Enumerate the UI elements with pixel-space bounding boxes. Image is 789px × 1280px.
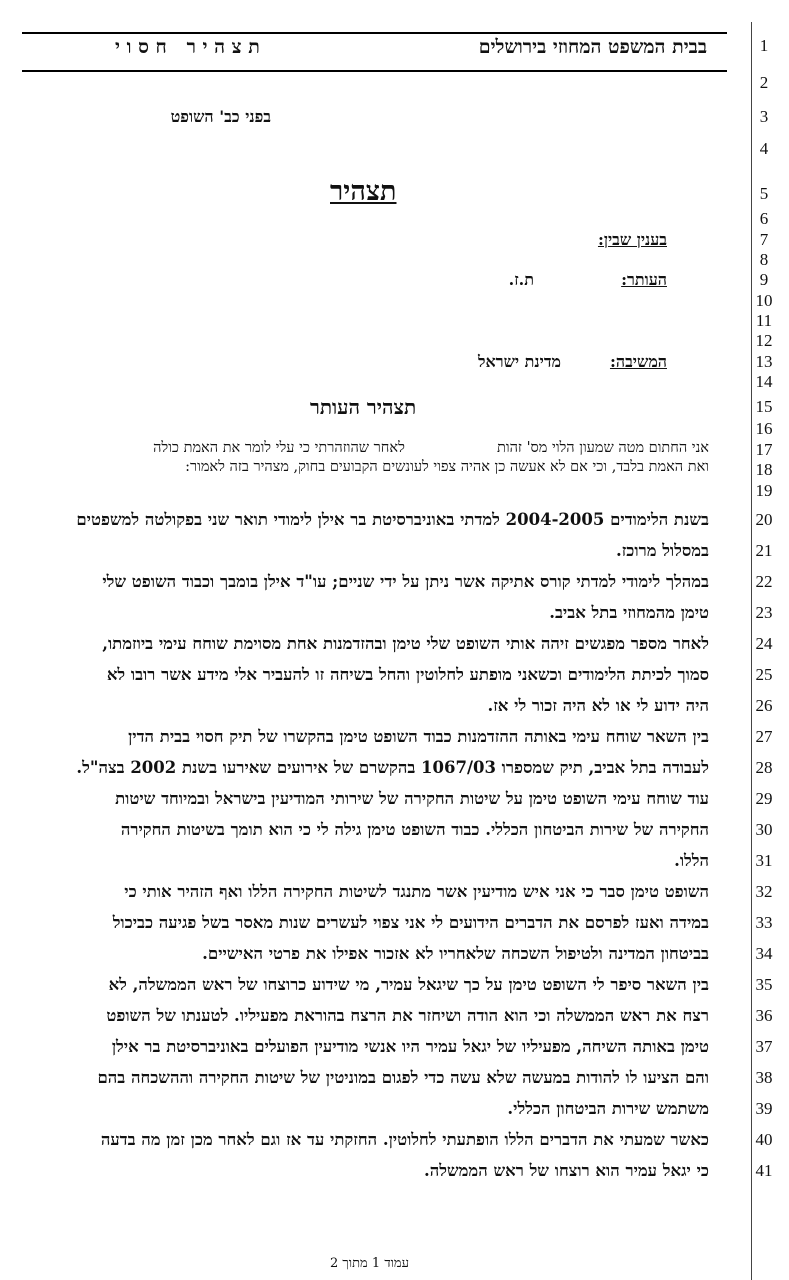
line-number: 37 — [755, 1037, 773, 1056]
line-number: 28 — [755, 758, 773, 777]
paragraph-line: החקירה של שירות הביטחון הכללי. כבוד השופט טימן גילה לי כי הוא תומך בשיטות החקירה — [120, 820, 709, 839]
line-number: 4 — [759, 139, 769, 158]
respondent-label: המשיבה: — [609, 352, 667, 371]
line-number: 6 — [759, 209, 769, 228]
secret-affidavit-label: ת צ ה י ר ח ס ו י — [115, 36, 260, 58]
line-number: 29 — [755, 789, 773, 808]
paragraph-line: טימן מהמחוזי בתל אביב. — [549, 603, 709, 622]
line-number: 2 — [759, 73, 769, 92]
paragraph-line: רצח את ראש הממשלה וכי הוא הודה ושיחזר את הרצח בהוראת מפעיליו. לטענתו של השופט — [106, 1006, 709, 1025]
paragraph-line: בין השאר סיפר לי השופט טימן על כך שיגאל עמיר, מי שידוע כרוצחו של ראש הממשלה, לא — [108, 975, 709, 994]
line-number: 5 — [759, 184, 769, 203]
line-number: 8 — [759, 250, 769, 269]
intro-line: ואת האמת בלבד, וכי אם לא אעשה כן אהיה צפוי לעונשים הקבועים בחוק, מצהיר בזה לאמור: — [185, 459, 709, 475]
line-number: 3 — [759, 107, 769, 126]
line-number: 38 — [755, 1068, 773, 1087]
paragraph-line: במידה ואעז לפרסם את הדברים הידועים לי אני צפוי לעשרים שנות מאסר בשל פגיעה כביכול — [112, 913, 709, 932]
line-number: 34 — [755, 944, 773, 963]
header-rule-bottom — [22, 70, 727, 72]
line-number: 13 — [755, 352, 773, 371]
line-number: 9 — [759, 270, 769, 289]
paragraph-line: בביטחון המדינה ולטיפול השכחה שלאחריו לא אזכור אפילו את פרטי האישיים. — [202, 944, 709, 963]
paragraph-line: כי יגאל עמיר הוא רוצחו של ראש הממשלה. — [424, 1161, 709, 1180]
line-number: 40 — [755, 1130, 773, 1149]
line-number: 31 — [755, 851, 773, 870]
paragraph-line: טימן באותה השיחה, מפעיליו של יגאל עמיר היו אנשי מודיעין הפועלים באוניברסיטת בר אילן — [111, 1037, 709, 1056]
line-number: 15 — [755, 397, 773, 416]
petitioner-label: העותר: — [621, 270, 667, 289]
paragraph-line: והם הציעו לו להודות במעשה שלא עשה כדי לפגום במוניטין של שיטות החקירה וההשכחה בהם — [97, 1068, 709, 1087]
paragraph-line: סמוך לכיתת הלימודים וכשאני מופתע לחלוטין והחל בשיחה זו להעביר אלי מידע אשר רובו לא — [106, 665, 709, 684]
line-number: 26 — [755, 696, 773, 715]
line-number: 20 — [755, 510, 773, 529]
intro-line: אני החתום מטה שמעון הלוי מס' זהות לאחר שהוזהרתי כי עלי לומר את האמת כולה — [153, 440, 709, 456]
line-number: 27 — [755, 727, 773, 746]
line-number: 18 — [755, 460, 773, 479]
line-number: 35 — [755, 975, 773, 994]
line-number: 22 — [755, 572, 773, 591]
line-number: 30 — [755, 820, 773, 839]
court-name: בבית המשפט המחוזי בירושלים — [478, 36, 707, 58]
paragraph-line: כאשר שמעתי את הדברים הללו הופתעתי לחלוטין. החזקתי עד אז וגם לאחר מכן זמן מה בדעה — [100, 1130, 709, 1149]
matter-label: בענין שבין: — [597, 230, 667, 249]
paragraph-line: השופט טימן סבר כי אני איש מודיעין אשר מתנגד לשיטות החקירה הללו ואף הזהיר אותי כי — [124, 882, 709, 901]
paragraph-line: משתמש שירות הביטחון הכללי. — [507, 1099, 709, 1118]
header-rule-top — [22, 32, 727, 34]
line-number: 21 — [755, 541, 773, 560]
document-title: תצהיר — [330, 176, 397, 207]
line-number: 10 — [755, 291, 773, 310]
section-title: תצהיר העותר — [310, 395, 417, 419]
respondent-name: מדינת ישראל — [477, 352, 561, 371]
line-number: 17 — [755, 440, 773, 459]
line-number: 36 — [755, 1006, 773, 1025]
paragraph-line: בין השאר שוחח עימי באותה ההזדמנות כבוד השופט טימן בהקשרו של תיק חסוי בבית הדין — [128, 727, 709, 746]
line-number: 25 — [755, 665, 773, 684]
line-number: 33 — [755, 913, 773, 932]
petitioner-id: ת.ז. — [508, 270, 534, 289]
line-number: 1 — [759, 36, 769, 55]
paragraph-line: עוד שוחח עימי השופט טימן על שיטות החקירה של שירותי המודיעין בישראל ובמיוחד שיטות — [115, 789, 709, 808]
line-number: 41 — [755, 1161, 773, 1180]
line-number: 24 — [755, 634, 773, 653]
line-number: 23 — [755, 603, 773, 622]
line-number: 14 — [755, 372, 773, 391]
line-number: 11 — [755, 311, 773, 330]
paragraph-line: היה ידוע לי או לא היה זכור לי אז. — [487, 696, 709, 715]
paragraph-line: לאחר מספר מפגשים זיהה אותי השופט שלי טימן ובהזדמנות אחת מסוימת שוחח עימי ביוזמתו, — [102, 634, 709, 653]
paragraph-line: הללו. — [674, 851, 709, 870]
paragraph-line: בשנת הלימודים 2004-2005 למדתי באוניברסיטת בר אילן לימודי תואר שני בפקולטה למשפטים — [76, 510, 709, 529]
line-number: 19 — [755, 481, 773, 500]
paragraph-line: לעבודה בתל אביב, תיק שמספרו 1067/03 בהקשרם של אירועים שאירעו בשנת 2002 בצה"ל. — [76, 758, 709, 777]
line-number: 12 — [755, 331, 773, 350]
before-judge: בפני כב' השופט — [170, 107, 271, 126]
line-number: 32 — [755, 882, 773, 901]
paragraph-line: במסלול מרוכז. — [615, 541, 709, 560]
paragraph-line: במהלך לימודי למדתי קורס אתיקה אשר ניתן על ידי שניים; עו"ד אילן בומבך וכבוד השופט שלי — [102, 572, 709, 591]
line-number: 39 — [755, 1099, 773, 1118]
page-footer: עמוד 1 מתוך 2 — [330, 1256, 409, 1271]
line-number: 7 — [759, 230, 769, 249]
line-number: 16 — [755, 419, 773, 438]
